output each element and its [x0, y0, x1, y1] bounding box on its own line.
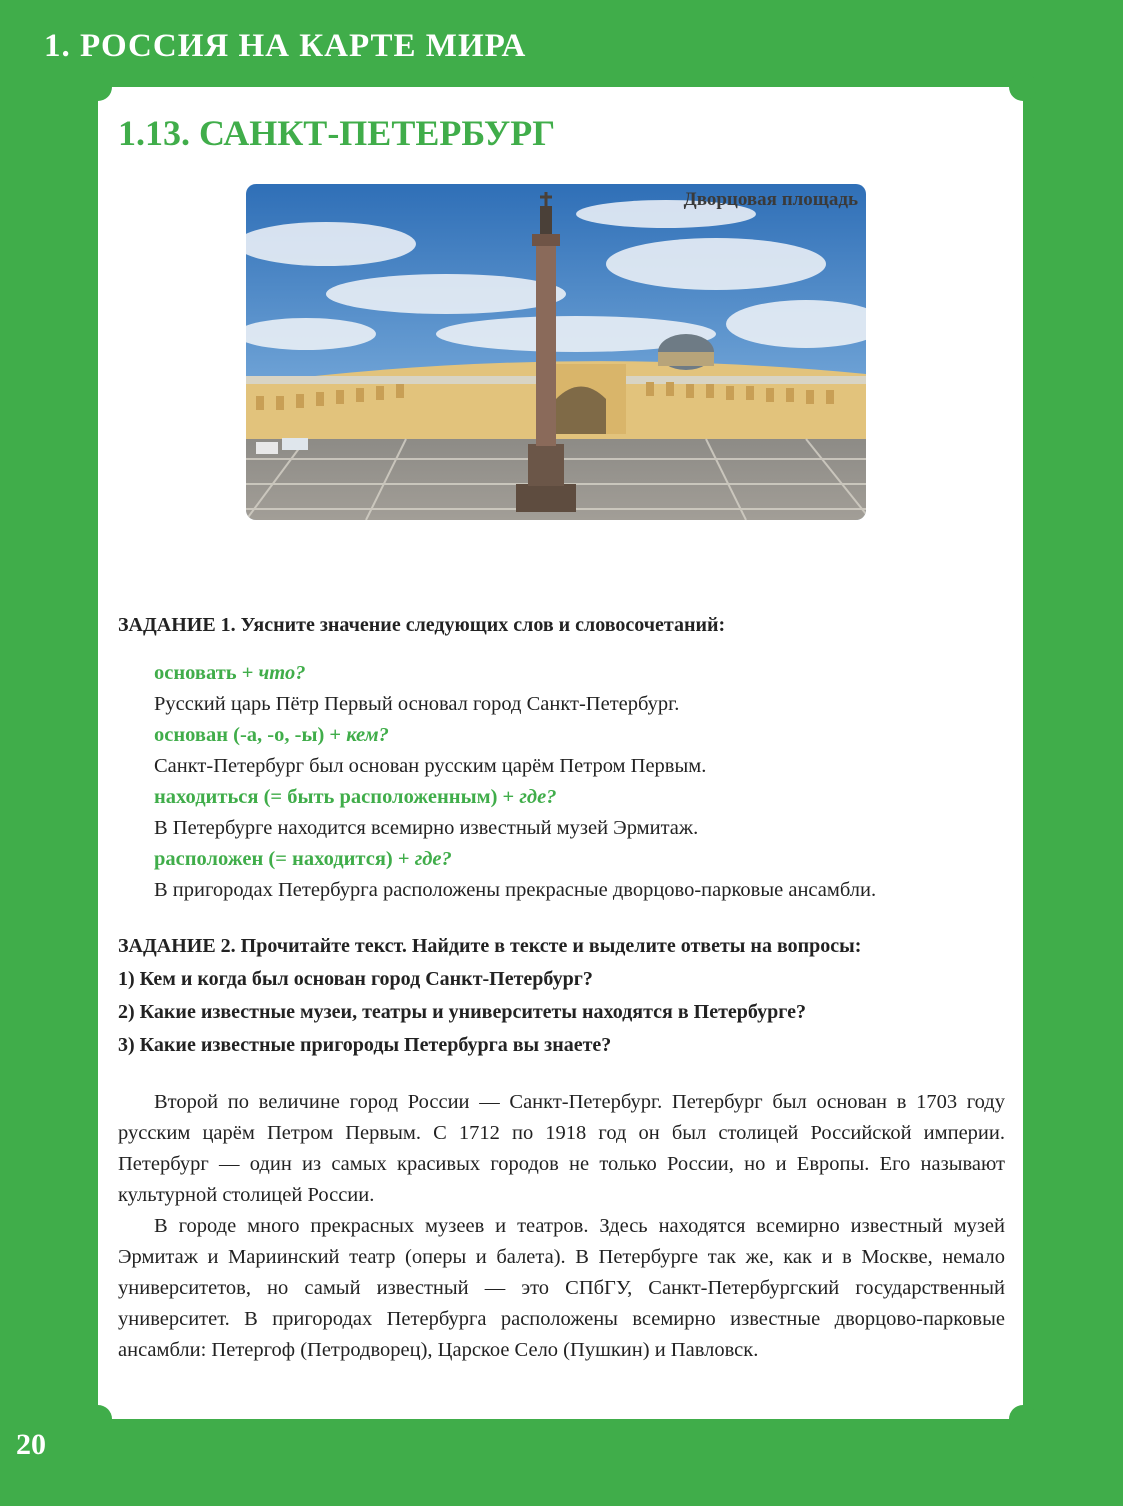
content-card: [98, 87, 1023, 1419]
reading-paragraph: Второй по величине город России — Санкт-Петербург. Петербург был основан в 1703 году русским царём Петром Первым. С 1712 по 1918 год он был столицей Российской империи. Петербург — один из самых красивых городов не только России, но и Европы. Его называют культурной столицей России.: [118, 1091, 1005, 1206]
vocab-term: находиться (= быть расположенным) + где?: [154, 786, 557, 808]
reading-text: [118, 1087, 1005, 1366]
task2-heading: ЗАДАНИЕ 2. Прочитайте текст. Найдите в тексте и выделите ответы на вопросы:: [118, 935, 862, 957]
section-title: 1.13. САНКТ-ПЕТЕРБУРГ: [118, 113, 556, 153]
vocab-example: Санкт-Петербург был основан русским царём Петром Первым.: [154, 755, 707, 777]
task2-question: 1) Кем и когда был основан город Санкт-Петербург?: [118, 968, 593, 990]
task1-heading: ЗАДАНИЕ 1. Уясните значение следующих слов и словосочетаний:: [118, 614, 726, 636]
vocab-example: Русский царь Пётр Первый основал город Санкт-Петербург.: [154, 693, 680, 715]
page-number: 20: [16, 1428, 46, 1461]
card-corner-notch: [84, 1405, 112, 1433]
photo-caption: Дворцовая площадь: [683, 189, 858, 210]
vocab-term: расположен (= находится) + где?: [154, 848, 452, 870]
card-corner-notch: [84, 73, 112, 101]
chapter-header: 1. РОССИЯ НА КАРТЕ МИРА: [44, 28, 527, 64]
card-corner-notch: [1009, 73, 1037, 101]
task2-question: 3) Какие известные пригороды Петербурга вы знаете?: [118, 1034, 612, 1056]
card-corner-notch: [1009, 1405, 1037, 1433]
task2-question: 2) Какие известные музеи, театры и университеты находятся в Петербурге?: [118, 1001, 806, 1023]
reading-paragraph: В городе много прекрасных музеев и театров. Здесь находятся всемирно известный музей Эрмитаж и Мариинский театр (оперы и балета). В Петербурге так же, как и в Москве, немало университетов, но самый известный — это СПбГУ, Санкт-Петербургский государственный университет. В пригородах Петербурга расположены всемирно известные дворцово-парковые ансамбли: Петергоф (Петродворец), Царское Село (Пушкин) и Павловск.: [118, 1215, 1005, 1361]
palace-square-photo: [246, 184, 866, 520]
task1-block: [118, 609, 1005, 906]
task2-block: [118, 930, 1005, 1062]
vocab-term: основан (-а, -о, -ы) + кем?: [154, 724, 389, 746]
vocab-term: основать + что?: [154, 662, 306, 684]
vocab-example: В пригородах Петербурга расположены прекрасные дворцово-парковые ансамбли.: [154, 879, 877, 901]
vocab-example: В Петербурге находится всемирно известный музей Эрмитаж.: [154, 817, 699, 839]
